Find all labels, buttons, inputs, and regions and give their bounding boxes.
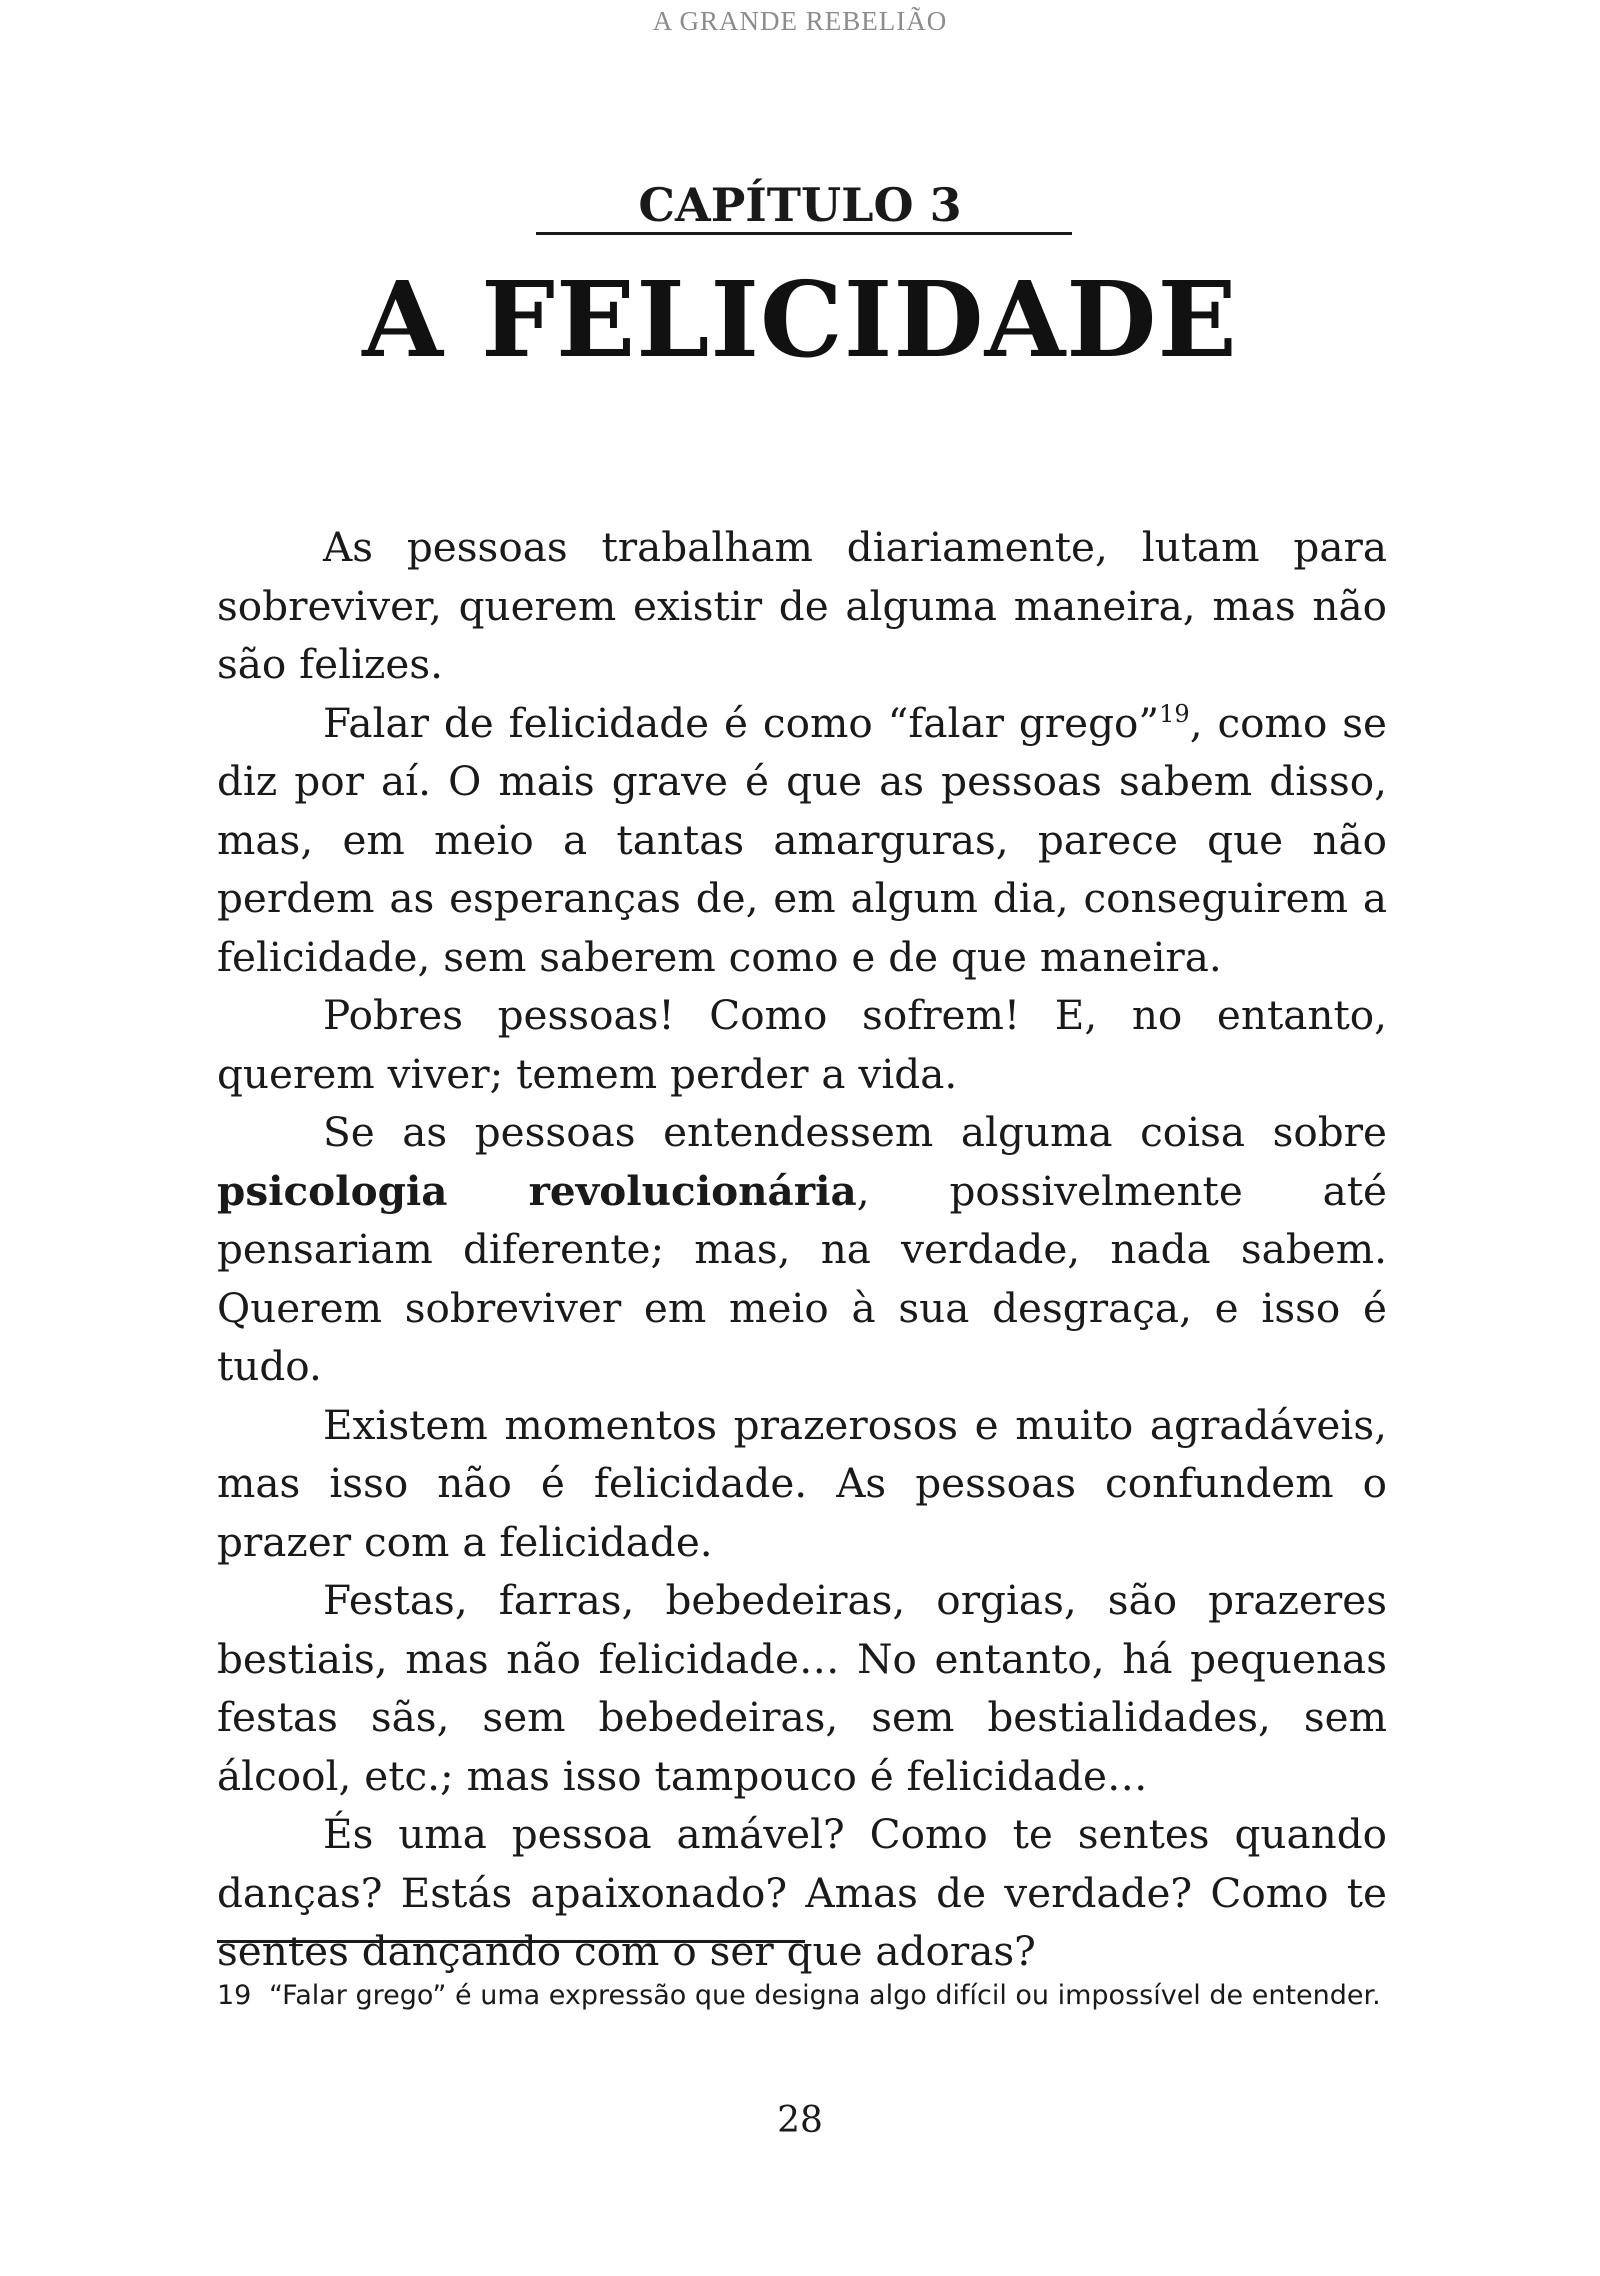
footnote-text: “Falar grego” é uma expressão que designa algo difícil ou impossível de entender.: [269, 1980, 1381, 2011]
paragraph-4-bold-term: psicologia revolucionária: [217, 1166, 857, 1215]
chapter-body: [217, 518, 1387, 1981]
paragraph-4: [217, 1103, 1387, 1396]
paragraph-1: As pessoas trabalham diariamente, lutam para sobreviver, querem existir de alguma maneira, mas não são felizes.: [217, 523, 1387, 688]
chapter-title: A FELICIDADE: [362, 258, 1238, 381]
page-number: 28: [777, 2100, 823, 2141]
footnote-divider: [217, 1940, 805, 1943]
chapter-divider: [536, 232, 1072, 235]
footnote-reference[interactable]: 19: [1159, 699, 1190, 728]
paragraph-3: Pobres pessoas! Como sofrem! E, no entanto, querem viver; temem perder a vida.: [217, 991, 1387, 1098]
paragraph-5: Existem momentos prazerosos e muito agradáveis, mas isso não é felicidade. As pessoas confundem o prazer com a felicidade.: [217, 1400, 1387, 1566]
paragraph-2-text-b: , como se diz por aí. O mais grave é que as pessoas sabem disso, mas, em meio a tantas amarguras, parece que não perdem as esperanças de, em algum dia, conseguirem a felicidade, sem saberem como e de que maneira.: [217, 698, 1387, 981]
footnote: [217, 1978, 1387, 2014]
paragraph-4-text-b: , possivelmente até pensariam diferente; mas, na verdade, nada sabem. Querem sobreviver em meio à sua desgraça, e isso é tudo.: [217, 1166, 1387, 1390]
footnote-number: 19: [217, 1980, 252, 2011]
paragraph-2: [217, 694, 1387, 987]
paragraph-7: És uma pessoa amável? Como te sentes quando danças? Estás apaixonado? Amas de verdade? Como te sentes dançando com o ser que adoras?: [217, 1810, 1387, 1975]
chapter-label: CAPÍTULO 3: [638, 178, 962, 232]
paragraph-6: Festas, farras, bebedeiras, orgias, são prazeres bestiais, mas não felicidade… No entanto, há pequenas festas sãs, sem bebedeiras, sem bestialidades, sem álcool, etc.; mas isso tampouco é felicidade…: [217, 1576, 1387, 1800]
paragraph-4-text-a: Se as pessoas entendessem alguma coisa sobre: [323, 1108, 1387, 1156]
running-header: A GRANDE REBELIÃO: [652, 6, 948, 36]
paragraph-2-text-a: Falar de felicidade é como “falar grego”: [323, 698, 1160, 747]
